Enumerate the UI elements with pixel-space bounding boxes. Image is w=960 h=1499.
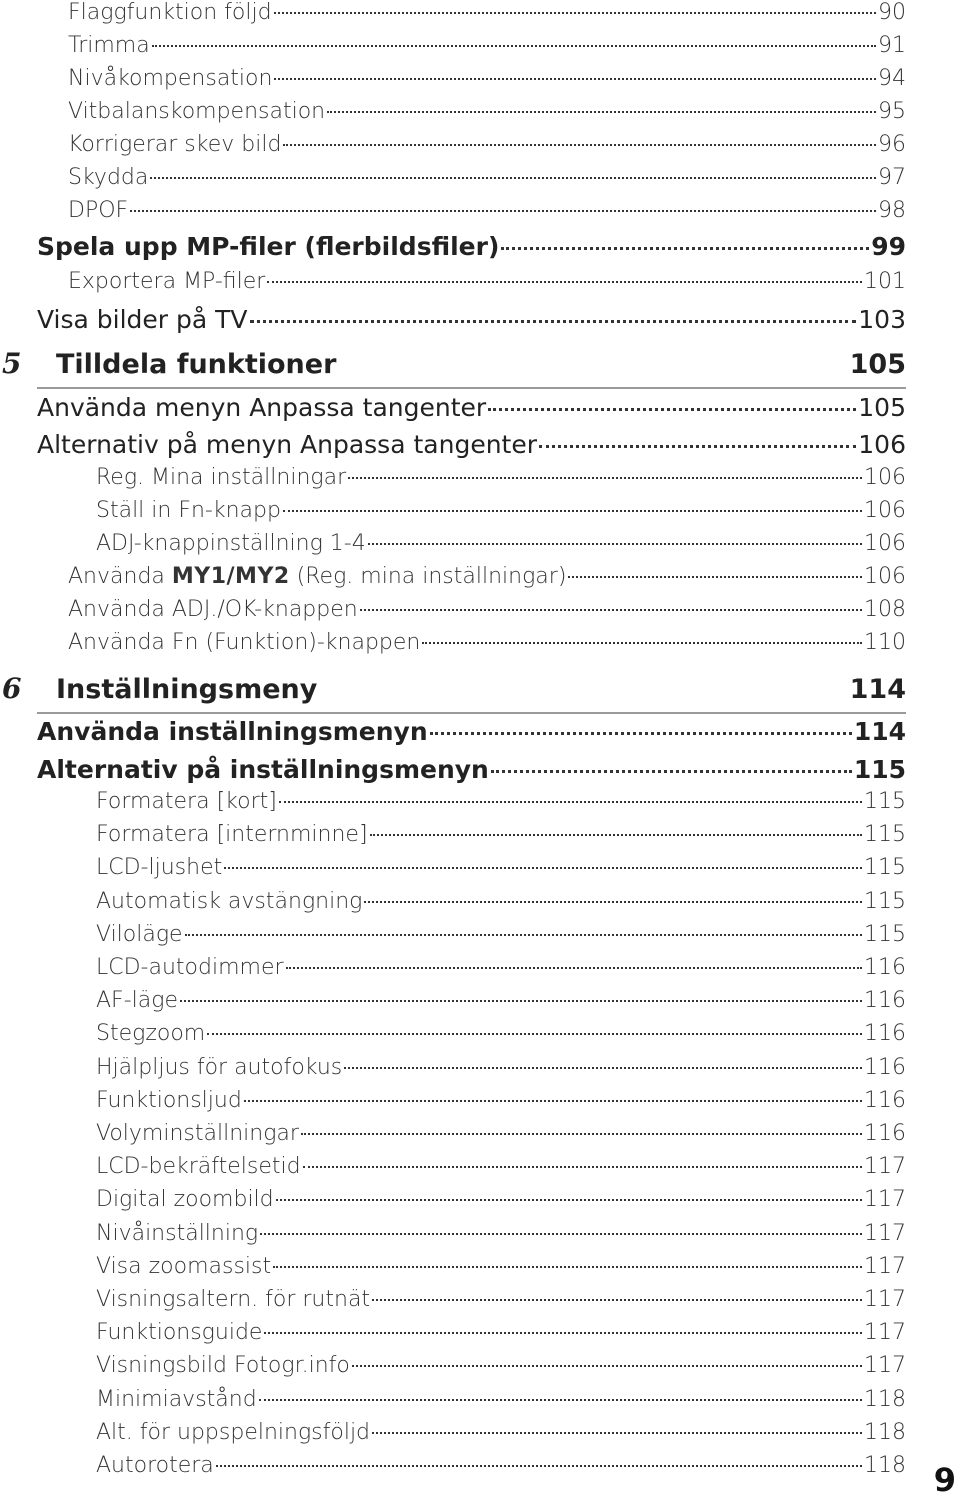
toc-entry-page: 115 <box>864 855 906 881</box>
toc-dot-leader <box>501 247 869 250</box>
toc-entry[interactable] <box>96 789 906 814</box>
toc-entry-title: Formatera [internminne] <box>96 822 368 848</box>
toc-entry-title: Visningsaltern. för rutnät <box>96 1287 371 1312</box>
toc-dot-leader <box>344 1067 862 1069</box>
toc-entry-title: Använda menyn Anpassa tangenter <box>37 393 487 422</box>
toc-entry-title: Stegzoom <box>96 1021 206 1047</box>
toc-entry[interactable] <box>96 955 906 980</box>
toc-entry-title: Alt. för uppspelningsföljd <box>96 1419 371 1445</box>
toc-entry[interactable] <box>68 132 906 157</box>
toc-dot-leader <box>568 576 862 578</box>
toc-entry-title: Använda inställningsmenyn <box>37 717 428 746</box>
toc-entry-title: Alternativ på menyn Anpassa tangenter <box>37 430 537 459</box>
toc-entry-page: 115 <box>864 789 906 814</box>
toc-entry-title: Nivåkompensation <box>68 66 273 91</box>
toc-entry-page: 105 <box>858 393 906 422</box>
toc-entry[interactable] <box>96 855 906 880</box>
toc-dot-leader <box>491 770 852 773</box>
toc-dot-leader <box>130 210 876 212</box>
toc-dot-leader <box>267 281 862 283</box>
toc-entry-page: 118 <box>864 1419 906 1445</box>
toc-entry-page: 117 <box>864 1253 906 1279</box>
toc-entry-title: Nivåinställning <box>96 1220 259 1246</box>
toc-dot-leader <box>370 834 862 836</box>
chapter-number: 5 <box>2 347 22 380</box>
chapter-page: 114 <box>849 674 906 705</box>
toc-entry-page: 97 <box>878 165 906 190</box>
toc-entry-page: 117 <box>864 1187 906 1213</box>
toc-dot-leader <box>224 867 862 869</box>
toc-entry[interactable] <box>37 232 906 261</box>
toc-entry-page: 94 <box>878 66 906 91</box>
toc-entry-title: Visa zoomassist <box>96 1253 272 1279</box>
toc-entry[interactable] <box>96 1187 906 1212</box>
toc-entry-title: LCD-bekräftelsetid <box>96 1154 301 1180</box>
toc-dot-leader <box>276 1199 862 1201</box>
toc-entry[interactable] <box>96 1055 906 1080</box>
toc-entry-title <box>68 564 566 589</box>
toc-entry-title: Ställ in Fn-knapp <box>96 498 281 523</box>
toc-dot-leader <box>274 12 876 14</box>
toc-entry[interactable] <box>96 1320 906 1345</box>
toc-entry[interactable] <box>96 988 906 1013</box>
toc-entry[interactable] <box>96 889 906 914</box>
toc-entry-title: Minimiavstånd <box>96 1386 257 1412</box>
toc-entry[interactable] <box>68 66 906 91</box>
toc-entry-page: 110 <box>864 630 906 655</box>
toc-dot-leader <box>368 543 862 545</box>
toc-entry[interactable] <box>96 531 906 556</box>
toc-entry-title: Använda Fn (Funktion)-knappen <box>68 630 421 655</box>
toc-dot-leader <box>274 78 876 80</box>
toc-entry-page: 90 <box>878 0 906 25</box>
toc-entry-page: 115 <box>864 888 906 914</box>
toc-entry[interactable] <box>68 269 906 294</box>
toc-entry-page: 101 <box>864 269 906 294</box>
toc-entry[interactable] <box>96 1121 906 1146</box>
toc-entry-title: Skydda <box>68 165 149 190</box>
toc-entry-page: 117 <box>864 1353 906 1379</box>
toc-entry[interactable] <box>96 465 906 490</box>
toc-entry[interactable] <box>96 1287 906 1312</box>
toc-entry-page: 96 <box>878 132 906 157</box>
toc-entry[interactable] <box>96 822 906 847</box>
toc-dot-leader <box>150 177 876 179</box>
toc-entry-title: Autorotera <box>96 1453 214 1478</box>
toc-entry-page: 106 <box>858 430 906 459</box>
toc-entry[interactable] <box>68 33 906 58</box>
toc-entry[interactable] <box>68 0 906 25</box>
toc-dot-leader <box>360 609 862 611</box>
toc-dot-leader <box>539 445 856 448</box>
toc-entry-title: AF-läge <box>96 988 178 1014</box>
chapter-page: 105 <box>849 349 906 380</box>
toc-entry-title: Spela upp MP-filer (flerbildsfiler) <box>37 232 500 261</box>
toc-entry-title: Viloläge <box>96 921 183 947</box>
toc-entry[interactable] <box>68 630 906 655</box>
toc-entry-page: 117 <box>864 1220 906 1246</box>
toc-entry-page: 99 <box>871 232 906 261</box>
toc-dot-leader <box>488 408 856 411</box>
toc-entry-title: Digital zoombild <box>96 1187 274 1213</box>
toc-dot-leader <box>273 1266 862 1268</box>
toc-entry-title: Funktionsguide <box>96 1320 263 1346</box>
toc-dot-leader <box>364 901 862 903</box>
toc-entry[interactable] <box>37 755 906 784</box>
toc-entry-title: Trimma <box>68 33 150 58</box>
toc-entry-page: 106 <box>864 465 906 490</box>
toc-entry-page: 115 <box>864 921 906 947</box>
page-number: 9 <box>933 1461 956 1499</box>
toc-entry[interactable] <box>96 1387 906 1412</box>
toc-entry[interactable] <box>37 430 906 459</box>
toc-entry-page: 116 <box>864 988 906 1014</box>
toc-entry-page: 117 <box>864 1287 906 1312</box>
toc-entry-title: Använda ADJ./OK-knappen <box>68 597 358 622</box>
toc-entry[interactable] <box>96 922 906 947</box>
toc-dot-leader <box>303 1166 862 1168</box>
toc-entry-title: Alternativ på inställningsmenyn <box>37 755 489 784</box>
toc-entry-page: 118 <box>864 1386 906 1412</box>
toc-entry-page: 117 <box>864 1154 906 1180</box>
toc-entry-page: 115 <box>853 755 906 784</box>
toc-entry-title: ADJ-knappinställning 1-4 <box>96 531 366 556</box>
toc-entry[interactable] <box>68 597 906 622</box>
toc-dot-leader <box>430 732 852 735</box>
toc-entry-title: Automatisk avstängning <box>96 888 363 914</box>
toc-dot-leader <box>286 967 862 969</box>
toc-entry-page: 98 <box>878 198 906 223</box>
toc-dot-leader <box>260 1233 862 1235</box>
toc-entry[interactable] <box>68 564 906 589</box>
toc-dot-leader <box>327 111 876 113</box>
toc-dot-leader <box>372 1432 862 1434</box>
toc-entry-page: 117 <box>864 1320 906 1346</box>
toc-dot-leader <box>279 801 862 803</box>
toc-entry[interactable] <box>96 1254 906 1279</box>
toc-entry[interactable] <box>96 1154 906 1179</box>
toc-entry-title: DPOF <box>68 198 129 223</box>
toc-entry-page: 116 <box>864 1054 906 1080</box>
toc-entry-page: 103 <box>858 305 906 334</box>
toc-entry-title: Flaggfunktion följd <box>68 0 272 25</box>
toc-entry-page: 106 <box>864 531 906 556</box>
toc-dot-leader <box>180 1000 862 1002</box>
chapter-title: Tilldela funktioner <box>56 349 337 380</box>
toc-entry-page: 116 <box>864 1021 906 1047</box>
toc-entry-page: 118 <box>864 1453 906 1478</box>
toc-entry-page: 115 <box>864 822 906 848</box>
toc-entry-title: Formatera [kort] <box>96 789 277 814</box>
toc-entry-page: 116 <box>864 1087 906 1113</box>
toc-entry[interactable] <box>37 393 906 422</box>
toc-dot-leader <box>348 477 862 479</box>
toc-entry[interactable] <box>96 1021 906 1046</box>
toc-dot-leader <box>259 1399 862 1401</box>
toc-entry-page: 106 <box>864 498 906 523</box>
toc-entry-page: 106 <box>864 564 906 589</box>
chapter-number: 6 <box>2 672 22 705</box>
toc-dot-leader <box>352 1365 862 1367</box>
toc-dot-leader <box>422 642 862 644</box>
toc-entry-prefix: Använda <box>68 564 172 589</box>
toc-dot-leader <box>372 1299 862 1301</box>
toc-dot-leader <box>207 1033 862 1035</box>
toc-entry-page: 114 <box>853 717 906 746</box>
chapter-rule <box>37 712 906 714</box>
toc-entry-suffix: (Reg. mina inställningar) <box>289 564 567 589</box>
chapter-title: Inställningsmeny <box>56 674 318 705</box>
toc-entry-page: 116 <box>864 955 906 980</box>
toc-dot-leader <box>283 510 862 512</box>
toc-entry-title: Visa bilder på TV <box>37 305 248 334</box>
my-setting-label: MY1/MY2 <box>171 564 290 589</box>
toc-entry[interactable] <box>68 198 906 223</box>
toc-entry-title: Visningsbild Fotogr.info <box>96 1353 350 1379</box>
toc-dot-leader <box>301 1133 862 1135</box>
toc-entry[interactable] <box>96 1420 906 1445</box>
chapter-heading[interactable] <box>0 672 906 705</box>
toc-entry[interactable] <box>96 498 906 523</box>
toc-entry-page: 116 <box>864 1121 906 1146</box>
toc-entry-page: 108 <box>864 597 906 622</box>
toc-entry-page: 91 <box>878 33 906 58</box>
toc-dot-leader <box>216 1465 862 1467</box>
toc-dot-leader <box>250 320 857 323</box>
toc-dot-leader <box>185 934 862 936</box>
toc-entry[interactable] <box>37 305 906 334</box>
toc-entry[interactable] <box>96 1088 906 1113</box>
toc-dot-leader <box>264 1332 862 1334</box>
toc-entry-title: Reg. Mina inställningar <box>96 465 347 490</box>
toc-entry-title: LCD-autodimmer <box>96 955 284 980</box>
chapter-rule <box>37 387 906 389</box>
toc-entry[interactable] <box>96 1221 906 1246</box>
toc-dot-leader <box>283 144 876 146</box>
toc-entry-title: Volyminställningar <box>96 1121 299 1146</box>
toc-entry-title: Vitbalanskompensation <box>68 99 326 124</box>
toc-entry[interactable] <box>96 1353 906 1378</box>
toc-entry[interactable] <box>96 1453 906 1478</box>
toc-dot-leader <box>152 45 876 47</box>
toc-entry-title: Hjälpljus för autofokus <box>96 1054 343 1080</box>
toc-entry-page: 95 <box>878 99 906 124</box>
toc-entry-title: Exportera MP-filer <box>68 269 266 294</box>
toc-entry[interactable] <box>37 717 906 746</box>
toc-dot-leader <box>244 1100 862 1102</box>
toc-entry[interactable] <box>68 99 906 124</box>
toc-entry[interactable] <box>68 165 906 190</box>
toc-entry-title: Korrigerar skev bild <box>68 132 282 157</box>
toc-entry-title: LCD-ljushet <box>96 855 223 881</box>
chapter-heading[interactable] <box>0 347 906 380</box>
toc-entry-title: Funktionsljud <box>96 1087 242 1113</box>
